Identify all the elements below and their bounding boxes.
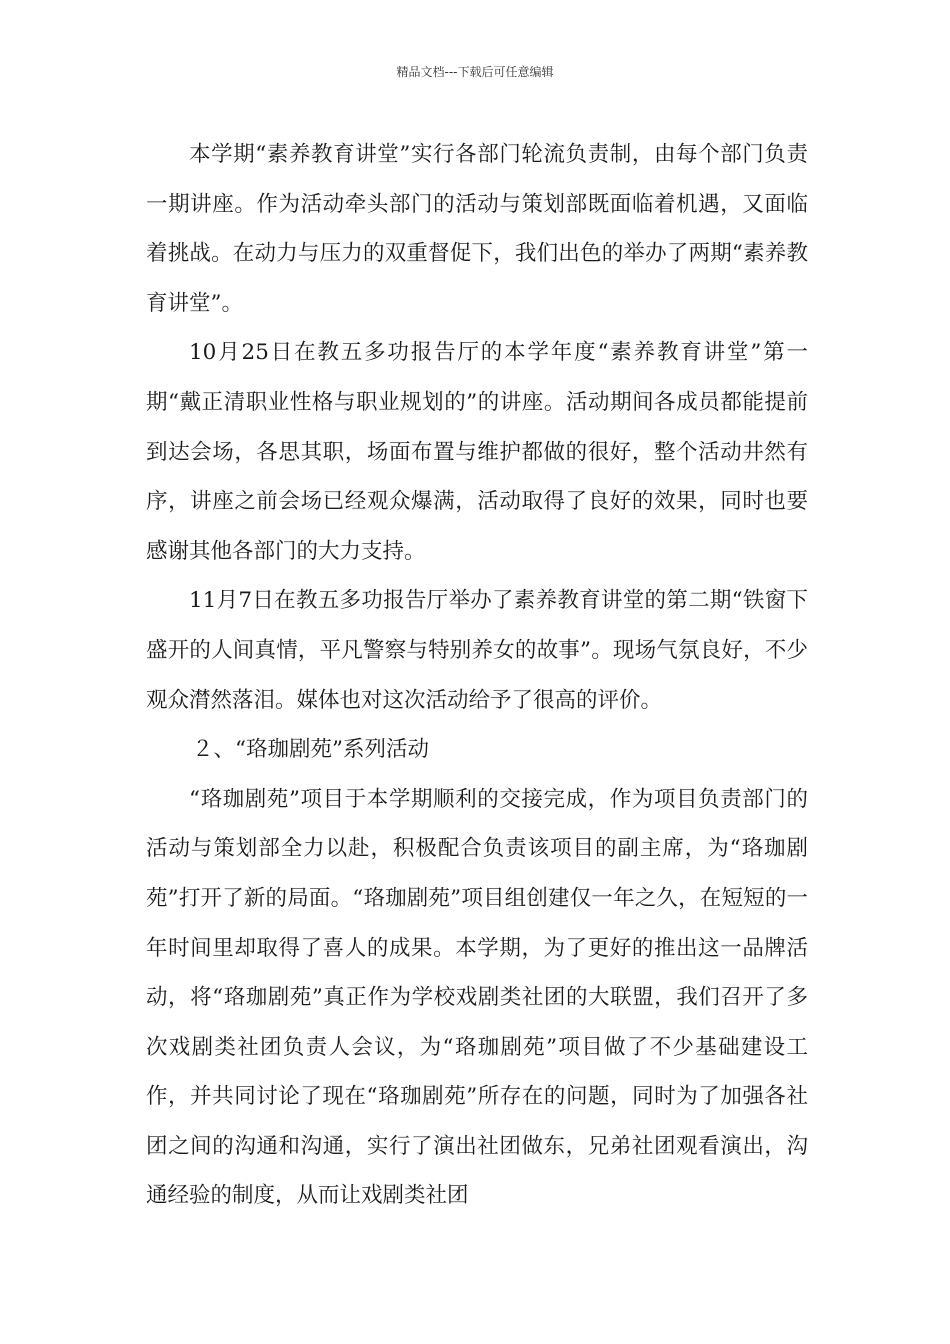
- page-header: 精品文档---下载后可任意编辑: [396, 65, 554, 79]
- paragraph-luojia-theatre: “珞珈剧苑”项目于本学期顺利的交接完成，作为项目负责部门的活动与策划部全力以赴，积极配合负责该项目的副主席，为“珞珈剧苑”打开了新的局面。“珞珈剧苑”项目组创建仅一年之久，在短短的一年时间里却取得了喜人的成果。本学期，为了更好的推出这一品牌活动，将“珞珈剧苑”真正作为学校戏剧类社团的大联盟，我们召开了多次戏剧类社团负责人会议，为“珞珈剧苑”项目做了不少基础建设工作，并共同讨论了现在“珞珈剧苑”所存在的问题，同时为了加强各社团之间的沟通和沟通，实行了演出社团做东，兄弟社团观看演出，沟通经验的制度，从而让戏剧类社团: [146, 786, 808, 1209]
- paragraph-second-lecture: 11月7日在教五多功报告厅举办了素养教育讲堂的第二期“铁窗下盛开的人间真情，平凡警察与特别养女的故事”。现场气氛良好，不少观众潸然落泪。媒体也对这次活动给予了很高的评价。: [146, 588, 808, 713]
- paragraph-lecture-intro: 本学期“素养教育讲堂”实行各部门轮流负责制，由每个部门负责一期讲座。作为活动牵头部门的活动与策划部既面临着机遇，又面临着挑战。在动力与压力的双重督促下，我们出色的举办了两期“素养教育讲堂”。: [146, 142, 808, 316]
- section-heading-luojia-theatre: ２、“珞珈剧苑”系列活动: [192, 737, 429, 763]
- document-body: [146, 130, 808, 1221]
- paragraph-first-lecture: 10月25日在教五多功报告厅的本学年度“素养教育讲堂”第一期“戴正清职业性格与职业规划的”的讲座。活动期间各成员都能提前到达会场，各思其职，场面布置与维护都做的很好，整个活动井然有序，讲座之前会场已经观众爆满，活动取得了良好的效果，同时也要感谢其他各部门的大力支持。: [146, 340, 808, 564]
